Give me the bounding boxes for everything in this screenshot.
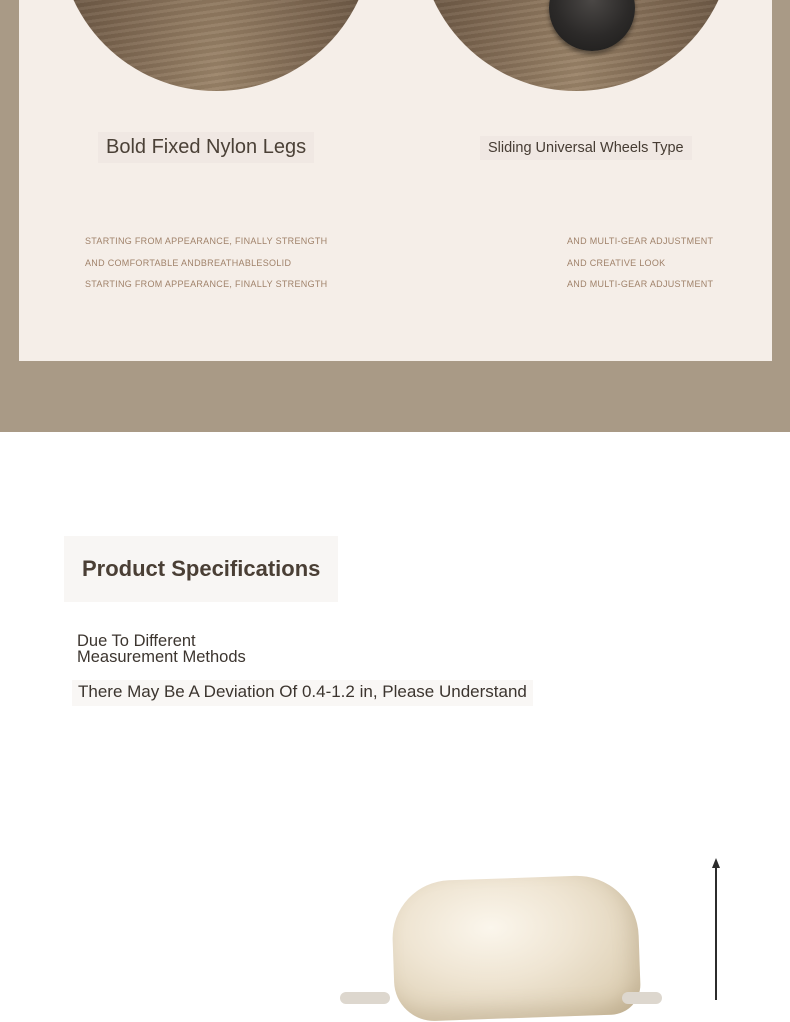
deviation-note: There May Be A Deviation Of 0.4-1.2 in, Please Understand: [72, 680, 533, 706]
product-specifications-heading: Product Specifications: [64, 536, 338, 602]
wheels-photo: [419, 0, 733, 91]
chair-dimension-image: [340, 868, 660, 1000]
measurement-methods-text: Due To Different Measurement Methods: [77, 632, 246, 666]
feature-card: [19, 0, 772, 361]
feature-title-wheels: Sliding Universal Wheels Type: [480, 136, 692, 160]
feature-line: STARTING FROM APPEARANCE, FINALLY STRENGTH: [85, 236, 328, 246]
feature-line: AND CREATIVE LOOK: [567, 257, 666, 268]
feature-description-legs: [85, 231, 327, 296]
feature-line: AND MULTI-GEAR ADJUSTMENT: [567, 236, 714, 246]
nylon-legs-photo: [59, 0, 373, 91]
feature-line: STARTING FROM APPEARANCE, FINALLY STRENGTH: [85, 279, 328, 289]
feature-title-legs: Bold Fixed Nylon Legs: [98, 132, 314, 163]
feature-line: AND MULTI-GEAR ADJUSTMENT: [567, 279, 714, 289]
feature-line: AND COMFORTABLE ANDBREATHABLESOLID: [85, 257, 292, 268]
height-measure-line: [715, 866, 717, 1000]
caster-wheel-icon: [549, 0, 635, 51]
chair-armrest: [340, 992, 390, 1004]
chair-armrest: [622, 992, 662, 1004]
feature-section-background: [0, 0, 790, 432]
feature-description-wheels: [567, 231, 713, 296]
